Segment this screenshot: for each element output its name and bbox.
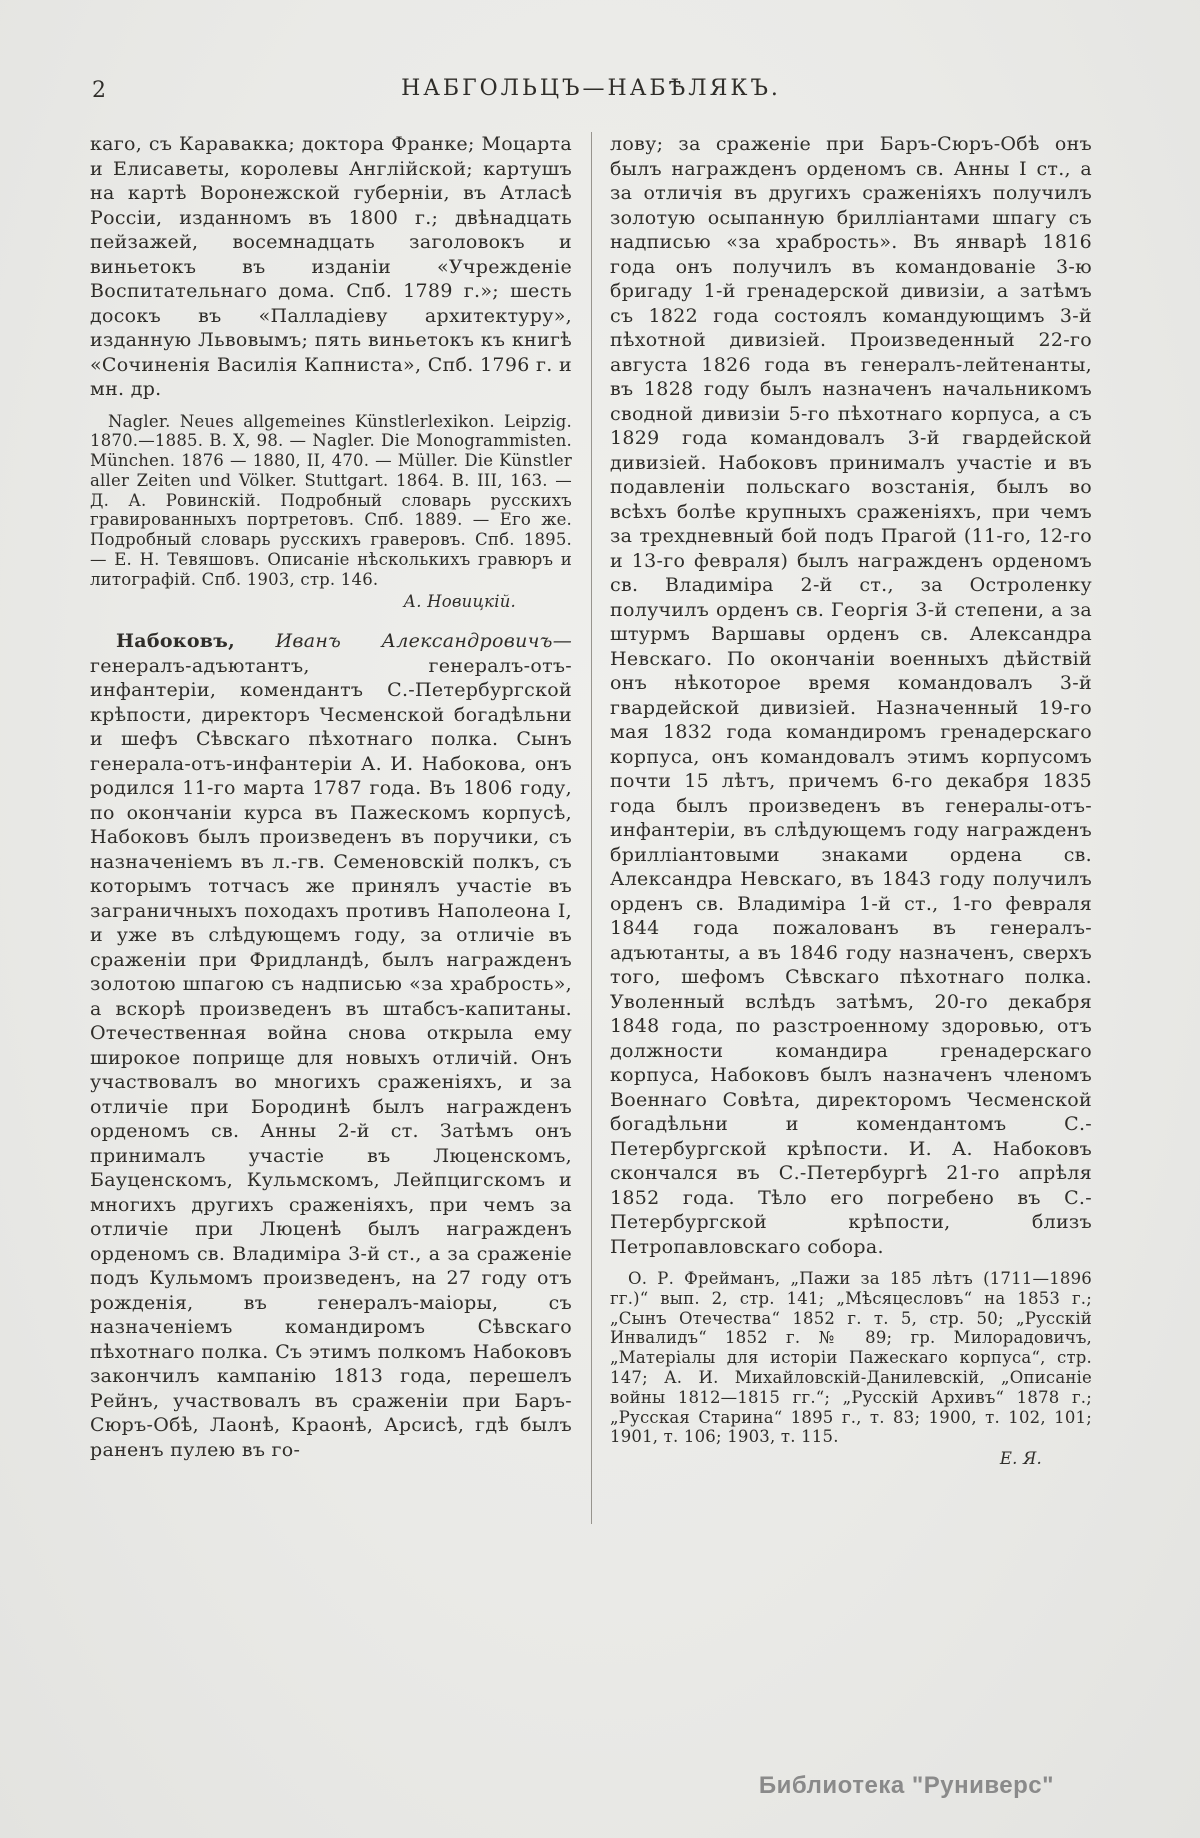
running-title: НАБГОЛЬЦЪ—НАБѢЛЯКЪ.: [401, 76, 781, 101]
bibliography-right: О. Р. Фрейманъ, „Пажи за 185 лѣтъ (1711—1896 гг.)“ вып. 2, стр. 141; „Мѣсяцесловъ“ на 1853 г.; „Сынъ Отечества“ 1852 г. т. 5, стр. 50; „Русскій Инвалидъ“ 1852 г. № 89; гр. Милорадовичъ, „Матеріалы для исторіи Пажескаго корпуса“, стр. 147; А. И. Михайловскій-Данилевскій, „Описаніе войны 1812—1815 гг.“; „Русскій Архивъ“ 1878 г.; „Русская Старина“ 1895 г., т. 83; 1900, т. 102, 101; 1901, т. 106; 1903, т. 115.: [610, 1269, 1092, 1447]
right-column: [610, 132, 1092, 1469]
entry-person-name: Иванъ Александровичъ—: [275, 630, 572, 653]
entry-paragraph: [90, 629, 572, 1462]
entry-body-continued: лову; за сраженіе при Баръ-Сюръ-Обѣ онъ былъ награжденъ орденомъ св. Анны I ст., а за отличія въ другихъ сраженіяхъ получилъ золотую осыпанную брилліантами шпагу съ надписью «за храбрость». Въ январѣ 1816 года онъ получилъ въ командованіе 3-ю бригаду 1-й гренадерской дивизіи, а затѣмъ съ 1822 года состоялъ командующимъ 3-й пѣхотной дивизіей. Произведенный 22-го августа 1826 года въ генералъ-лейтенанты, въ 1828 году былъ назначенъ начальникомъ сводной дивизіи 5-го пѣхотнаго корпуса, а съ 1829 года командовалъ 3-й гвардейской дивизіей. Набоковъ принималъ участіе и въ подавленіи польскаго возстанія, былъ во всѣхъ болѣе крупныхъ сраженіяхъ, при чемъ за трехдневный бой подъ Прагой (11-го, 12-го и 13-го февраля) былъ награжденъ орденомъ св. Владиміра 2-й ст., за Остроленку получилъ орденъ св. Георгія 3-й степени, а за штурмъ Варшавы орденъ св. Александра Невскаго. По окончаніи военныхъ дѣйствій онъ нѣкоторое время командовалъ 3-й гвардейской дивизіей. Назначенный 19-го мая 1832 года командиромъ гренадерскаго корпуса, онъ командовалъ этимъ корпусомъ почти 15 лѣтъ, причемъ 6-го декабря 1835 года былъ произведенъ въ генералы-отъ-инфантеріи, въ слѣдующемъ году награжденъ брилліантовыми знаками ордена св. Александра Невскаго, въ 1843 году получилъ орденъ св. Владиміра 1-й ст., 1-го февраля 1844 года пожалованъ въ генералъ-адъютанты, а въ 1846 году назначенъ, сверхъ того, шефомъ Сѣвскаго пѣхотнаго полка. Уволенный вслѣдъ затѣмъ, 20-го декабря 1848 года, по разстроенному здоровью, отъ должности командира гренадерскаго корпуса, Набоковъ былъ назначенъ членомъ Военнаго Совѣта, директоромъ Чесменской богадѣльни и комендантомъ С.-Петербургской крѣпости. И. А. Набоковъ скончался въ С.-Петербургѣ 21-го апрѣля 1852 года. Тѣло его погребено въ С.-Петербургской крѣпости, близъ Петропавловскаго собора.: [610, 133, 1092, 1258]
signature-novitsky: А. Новицкій.: [403, 591, 516, 611]
text-columns: [90, 132, 1092, 1469]
entry-body-text: генералъ-адъютантъ, генералъ-отъ-инфантеріи, комендантъ С.-Петербургской крѣпости, директоръ Чесменской богадѣльни и шефъ Сѣвскаго пѣхотнаго полка. Сынъ генерала-отъ-инфантеріи А. И. Набокова, онъ родился 11-го марта 1787 года. Въ 1806 году, по окончаніи курса въ Пажескомъ корпусѣ, Набоковъ былъ произведенъ въ поручики, съ назначеніемъ въ л.-гв. Семеновскій полкъ, съ которымъ тотчасъ же принялъ участіе въ заграничныхъ походахъ противъ Наполеона I, и уже въ слѣдующемъ году, за отличіе въ сраженіи при Фридландѣ, былъ награжденъ золотою шпагою съ надписью «за храбрость», а вскорѣ произведенъ въ штабсъ-капитаны. Отечественная война снова открыла ему широкое поприще для новыхъ отличій. Онъ участвовалъ во многихъ сраженіяхъ, и за отличіе при Бородинѣ былъ награжденъ орденомъ св. Анны 2-й ст. Затѣмъ онъ принималъ участіе въ Люценскомъ, Бауценскомъ, Кульмскомъ, Лейпцигскомъ и многихъ другихъ сраженіяхъ, при чемъ за отличіе при Люценѣ былъ награжденъ орденомъ св. Владиміра 3-й ст., а за сраженіе подъ Кульмомъ произведенъ, на 27 году отъ рожденія, въ генералъ-маіоры, съ назначеніемъ командиромъ Сѣвскаго пѣхотнаго полка. Съ этимъ полкомъ Набоковъ закончилъ кампанію 1813 года, перешелъ Рейнъ, участвовалъ въ сраженіи при Баръ-Сюръ-Обѣ, Лаонѣ, Краонѣ, Арсисѣ, гдѣ былъ раненъ пулею въ го-: [90, 654, 572, 1461]
left-column: [90, 132, 572, 1469]
page-header: [90, 76, 1092, 108]
signature-e-ya: Е. Я.: [999, 1449, 1042, 1469]
runivers-watermark: Библиотека "Руниверс": [758, 1772, 1054, 1799]
entry-headword: Набоковъ,: [116, 630, 236, 653]
bibliography-left: Nagler. Neues allgemeines Künstlerlexikon. Leipzig. 1870.—1885. B. X, 98. — Nagler. Die Monogrammisten. München. 1876 — 1880, II, 470. — Müller. Die Künstler aller Zeiten und Völker. Stuttgart. 1864. B. III, 163. — Д. А. Ровинскій. Подробный словарь русскихъ гравированныхъ портретовъ. Спб. 1889. — Его же. Подробный словарь русскихъ граверовъ. Спб. 1895. — Е. Н. Тевяшовъ. Описаніе нѣсколькихъ гравюръ и литографій. Спб. 1903, стр. 146.: [90, 411, 572, 589]
page-number: 2: [92, 78, 106, 103]
continuation-paragraph: каго, съ Каравакка; доктора Франке; Моцарта и Елисаветы, королевы Англійской; картушъ на картѣ Воронежской губерніи, въ Атласѣ Россіи, изданномъ въ 1800 г.; двѣнадцать пейзажей, восемнадцать заголовокъ и виньетокъ въ изданіи «Учрежденіе Воспитательнаго дома. Спб. 1789 г.»; шесть досокъ въ «Палладіеву архитектуру», изданную Львовымъ; пять виньетокъ къ книгѣ «Сочиненія Василія Капниста», Спб. 1796 г. и мн. др.: [90, 133, 572, 400]
